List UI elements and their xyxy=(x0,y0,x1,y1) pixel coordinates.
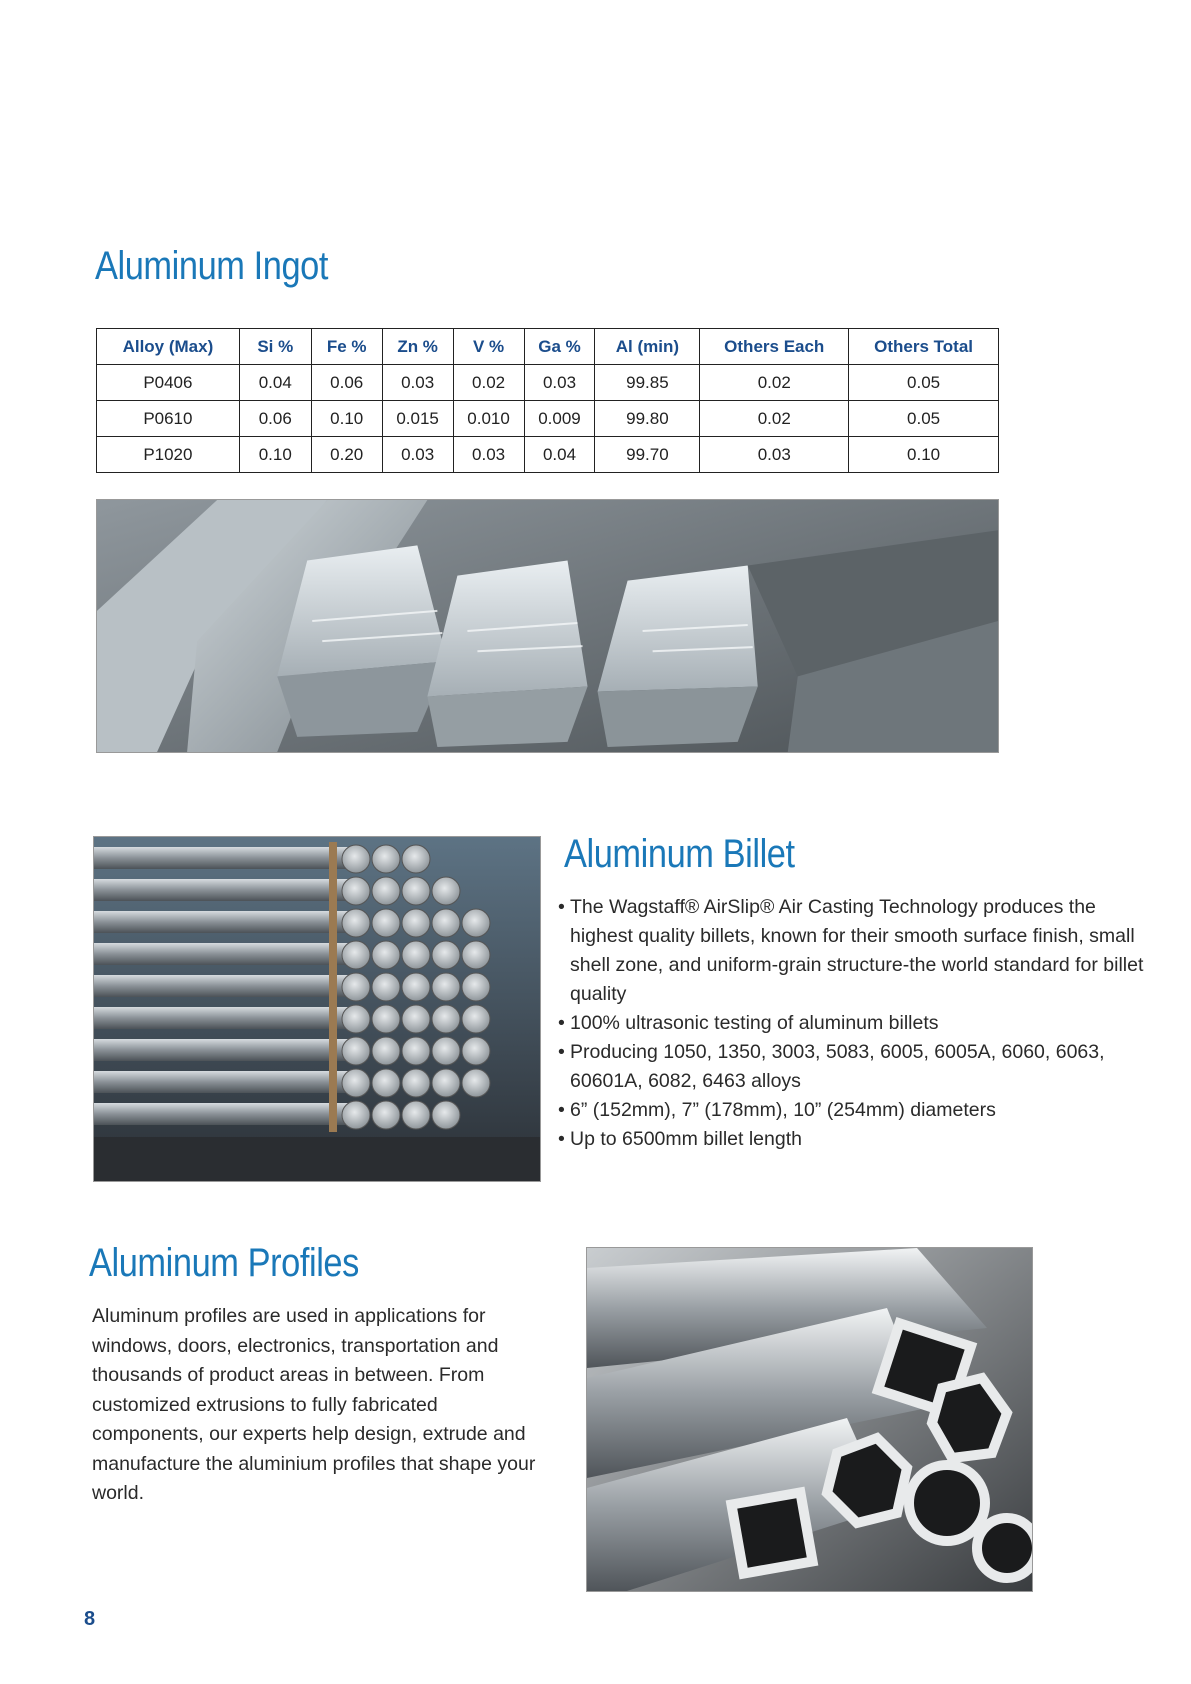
table-row xyxy=(97,437,999,473)
header-v: V % xyxy=(453,329,524,365)
table-header-row xyxy=(97,329,999,365)
table-cell: 0.03 xyxy=(382,437,453,473)
table-cell: 0.10 xyxy=(311,401,382,437)
ingot-photo xyxy=(96,499,999,753)
table-cell: 0.10 xyxy=(849,437,999,473)
table-cell: 0.10 xyxy=(239,437,311,473)
billet-description xyxy=(558,893,1148,1154)
table-cell: 0.03 xyxy=(700,437,849,473)
table-cell: 0.015 xyxy=(382,401,453,437)
header-others-each: Others Each xyxy=(700,329,849,365)
table-cell: P0610 xyxy=(97,401,240,437)
table-cell: 0.04 xyxy=(524,437,595,473)
header-al-min: Al (min) xyxy=(595,329,700,365)
table-cell: P0406 xyxy=(97,365,240,401)
ingot-title: Aluminum Ingot xyxy=(95,244,328,288)
table-cell: 0.009 xyxy=(524,401,595,437)
header-others-total: Others Total xyxy=(849,329,999,365)
table-cell: 99.85 xyxy=(595,365,700,401)
profiles-title: Aluminum Profiles xyxy=(89,1241,359,1285)
billet-illustration xyxy=(94,837,540,1181)
profiles-description: Aluminum profiles are used in applications for windows, doors, electronics, transportation and thousands of product areas in between. From customized extrusions to fully fabricated components, our experts help design, extrude and manufacture the aluminium profiles that shape your world. xyxy=(92,1305,536,1504)
table-cell: 0.04 xyxy=(239,365,311,401)
table-cell: 0.02 xyxy=(700,401,849,437)
list-item: • 6” (152mm), 7” (178mm), 10” (254mm) diameters xyxy=(558,1096,1148,1125)
table-cell: 0.06 xyxy=(311,365,382,401)
list-item: • Up to 6500mm billet length xyxy=(558,1125,1148,1154)
header-si: Si % xyxy=(239,329,311,365)
table-row xyxy=(97,365,999,401)
table-cell: 99.70 xyxy=(595,437,700,473)
table-cell: 0.010 xyxy=(453,401,524,437)
header-zn: Zn % xyxy=(382,329,453,365)
table-cell: P1020 xyxy=(97,437,240,473)
table-cell: 0.05 xyxy=(849,365,999,401)
header-ga: Ga % xyxy=(524,329,595,365)
list-item: • The Wagstaff® AirSlip® Air Casting Technology produces the highest quality billets, known for their smooth surface finish, small shell zone, and uniform-grain structure-the world standard for billet quality xyxy=(558,893,1148,1009)
ingot-spec-table xyxy=(96,328,999,473)
table-row xyxy=(97,401,999,437)
list-item: • 100% ultrasonic testing of aluminum billets xyxy=(558,1009,1148,1038)
table-cell: 0.05 xyxy=(849,401,999,437)
table-cell: 0.02 xyxy=(453,365,524,401)
ingot-illustration xyxy=(97,500,998,752)
billet-photo xyxy=(93,836,541,1182)
list-item: • Producing 1050, 1350, 3003, 5083, 6005, 6005A, 6060, 6063, 60601A, 6082, 6463 alloys xyxy=(558,1038,1148,1096)
table-cell: 0.02 xyxy=(700,365,849,401)
profiles-photo xyxy=(586,1247,1033,1592)
table-cell: 0.03 xyxy=(382,365,453,401)
table-cell: 0.06 xyxy=(239,401,311,437)
billet-title: Aluminum Billet xyxy=(564,832,795,876)
table-cell: 0.03 xyxy=(453,437,524,473)
page-number: 8 xyxy=(84,1608,96,1630)
profiles-illustration xyxy=(587,1248,1032,1591)
header-alloy: Alloy (Max) xyxy=(97,329,240,365)
table-cell: 0.20 xyxy=(311,437,382,473)
billet-bullet-list xyxy=(558,893,1148,1154)
table-cell: 0.03 xyxy=(524,365,595,401)
table-cell: 99.80 xyxy=(595,401,700,437)
header-fe: Fe % xyxy=(311,329,382,365)
